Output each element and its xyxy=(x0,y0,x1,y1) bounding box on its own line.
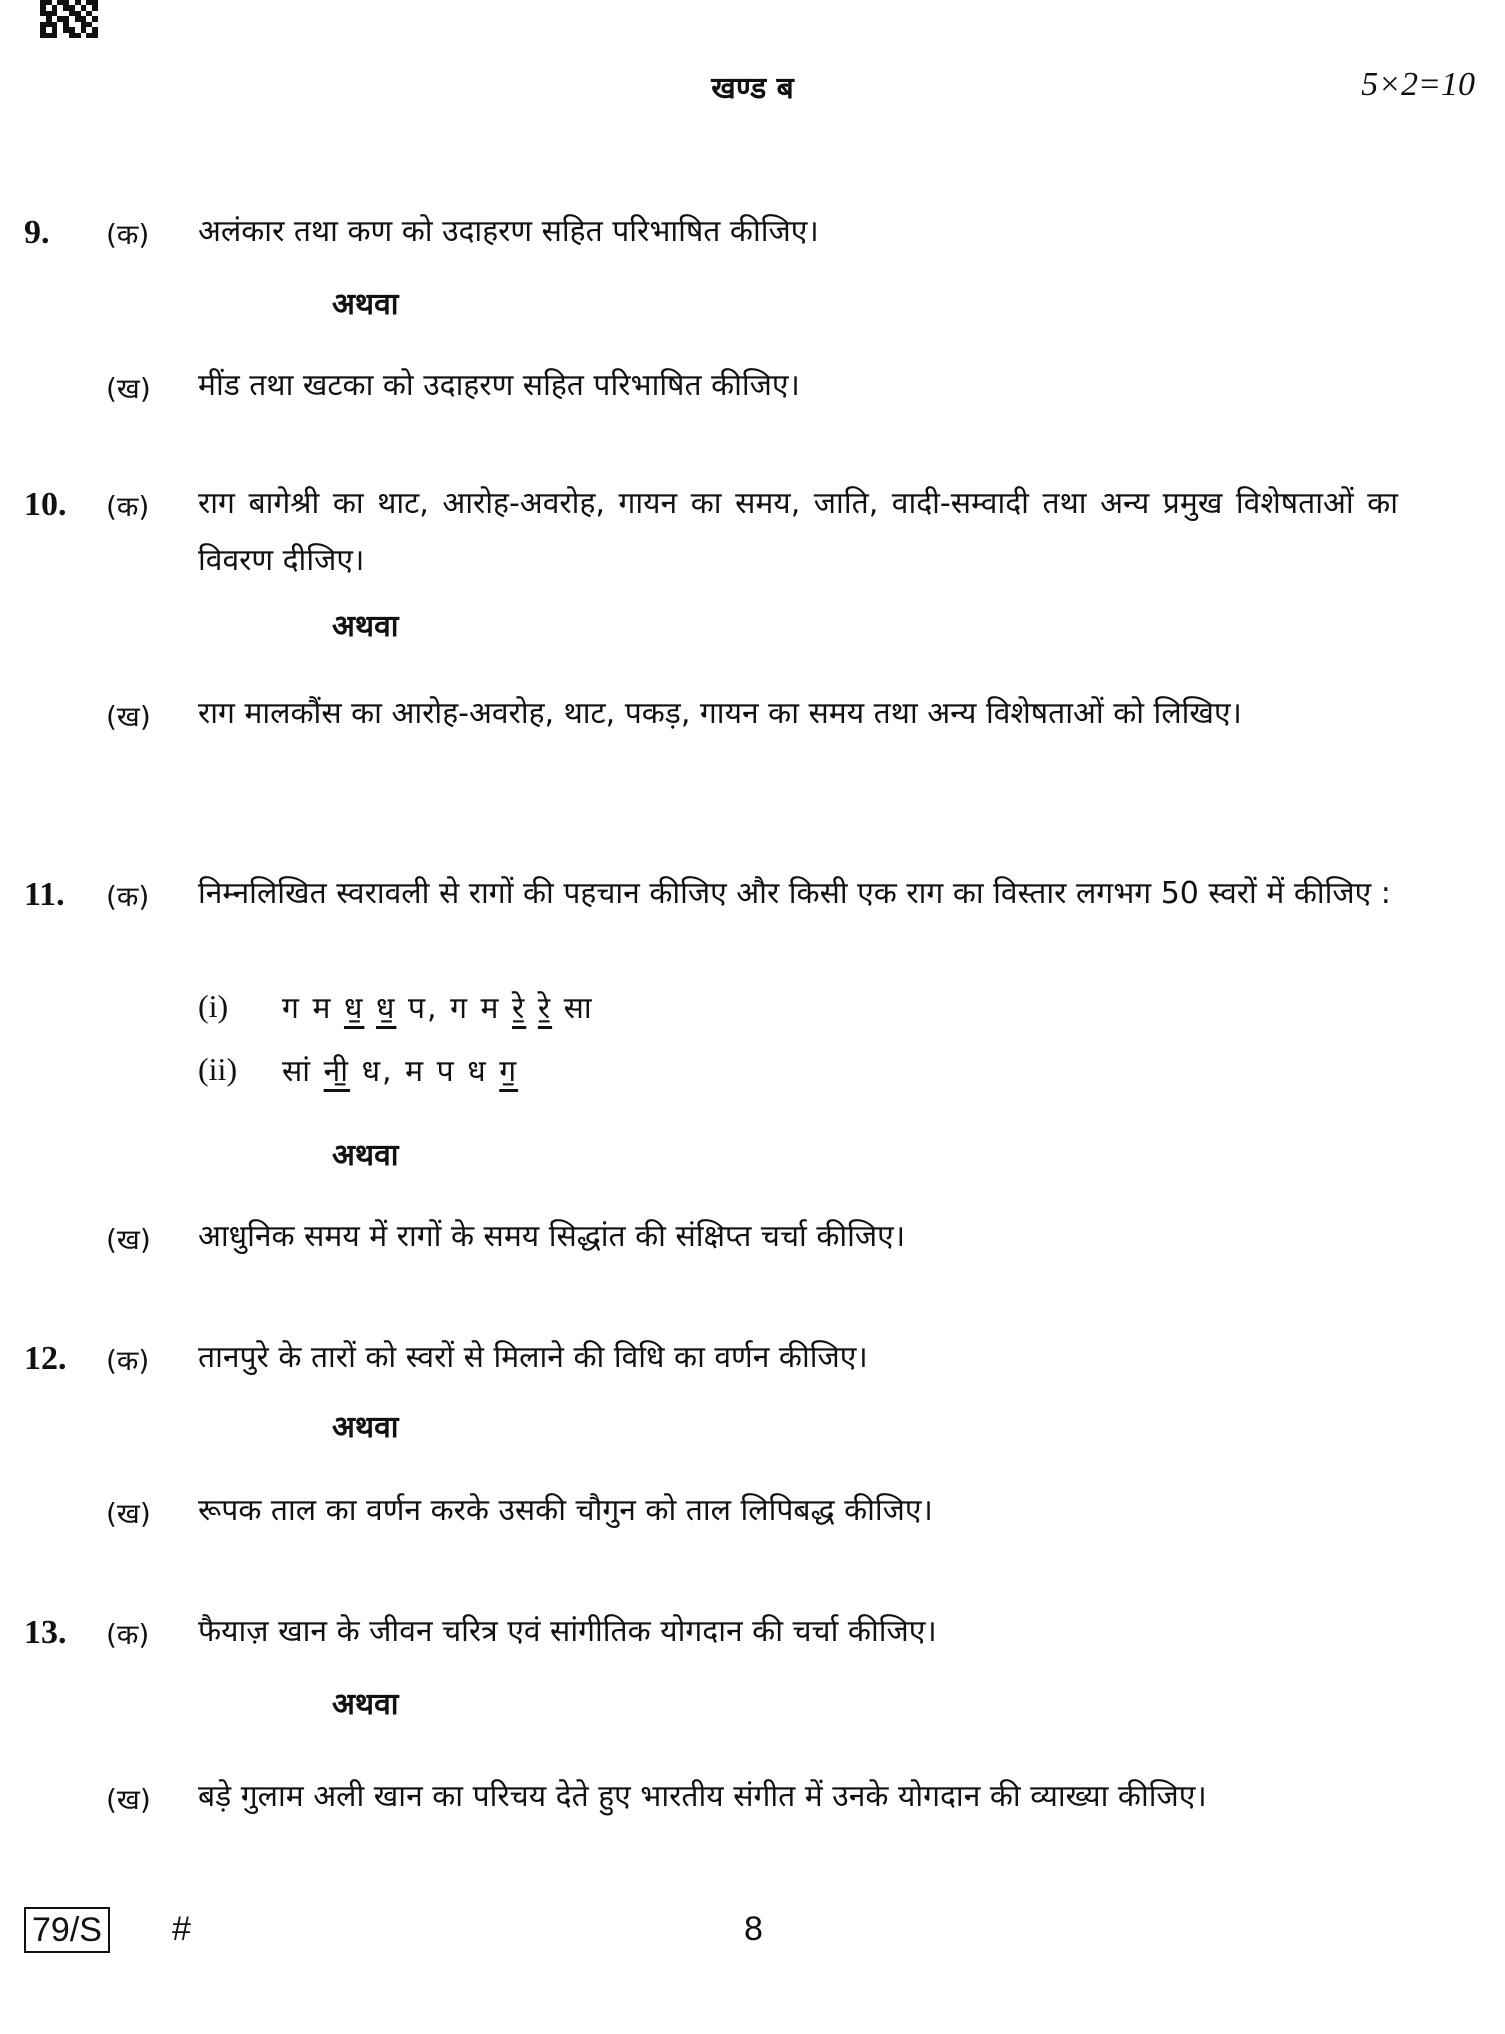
note: प, xyxy=(407,991,439,1026)
notation-item-label: (i) xyxy=(198,988,229,1024)
note: ध xyxy=(467,1054,488,1089)
note: सा xyxy=(563,991,594,1026)
note: प xyxy=(436,1054,456,1089)
note: ध, xyxy=(361,1054,394,1089)
question-number: 11. xyxy=(24,876,65,913)
notation-item-label: (ii) xyxy=(198,1051,238,1087)
part-a-text: अलंकार तथा कण को उदाहरण सहित परिभाषित कीजिए। xyxy=(198,214,819,249)
hash-mark: # xyxy=(172,1910,191,1948)
section-title: खण्ड ब xyxy=(711,71,794,106)
part-a-text: तानपुरे के तारों को स्वरों से मिलाने की विधि का वर्णन कीजिए। xyxy=(198,1340,868,1375)
or-label: अथवा xyxy=(332,287,399,322)
part-a-text: निम्नलिखित स्वरावली से रागों की पहचान कीजिए और किसी एक राग का विस्तार लगभग 50 स्वरों में कीजिए : xyxy=(198,876,1391,911)
or-label: अथवा xyxy=(332,1687,399,1722)
swara-notation-i xyxy=(282,986,594,1027)
part-b-text: राग मालकौंस का आरोह-अवरोह, थाट, पकड़, गायन का समय तथा अन्य विशेषताओं को लिखिए। xyxy=(198,696,1242,731)
part-a-label: (क) xyxy=(106,218,150,251)
part-b-text: आधुनिक समय में रागों के समय सिद्धांत की संक्षिप्त चर्चा कीजिए। xyxy=(198,1219,906,1254)
note: सां xyxy=(282,1054,313,1089)
or-label: अथवा xyxy=(332,1410,399,1445)
page-number: 8 xyxy=(744,1910,763,1948)
part-a-label: (क) xyxy=(106,1618,150,1651)
marks-scheme: 5×2=10 xyxy=(1361,66,1475,103)
note: म xyxy=(312,991,333,1026)
komal-note: ग॒ xyxy=(499,1054,519,1089)
or-label: अथवा xyxy=(332,1138,399,1173)
or-label: अथवा xyxy=(332,609,399,644)
question-number: 9. xyxy=(24,214,50,251)
komal-note: ध॒ xyxy=(375,991,397,1026)
part-a-label: (क) xyxy=(106,1344,150,1377)
part-b-label: (ख) xyxy=(106,1497,151,1530)
swara-notation-ii xyxy=(282,1049,518,1090)
question-number: 12. xyxy=(24,1340,67,1377)
part-b-label: (ख) xyxy=(106,700,151,733)
komal-note: ध॒ xyxy=(343,991,365,1026)
note: म xyxy=(480,991,501,1026)
komal-note: नी॒ xyxy=(323,1054,351,1089)
part-b-label: (ख) xyxy=(106,372,151,405)
komal-note: रे॒ xyxy=(512,991,527,1026)
part-b-text: रूपक ताल का वर्णन करके उसकी चौगुन को ताल लिपिबद्ध कीजिए। xyxy=(198,1493,933,1528)
note: ग xyxy=(450,991,469,1026)
note: म xyxy=(405,1054,426,1089)
part-b-text: मींड तथा खटका को उदाहरण सहित परिभाषित कीजिए। xyxy=(198,368,800,403)
paper-code-box: 79/S xyxy=(24,1907,110,1953)
part-b-label: (ख) xyxy=(106,1223,151,1256)
part-a-text: फैयाज़ खान के जीवन चरित्र एवं सांगीतिक योगदान की चर्चा कीजिए। xyxy=(198,1614,937,1649)
part-b-label: (ख) xyxy=(106,1783,151,1816)
part-a-label: (क) xyxy=(106,880,150,913)
part-a-label: (क) xyxy=(106,490,150,523)
komal-note: रे॒ xyxy=(537,991,553,1026)
note: ग xyxy=(282,991,301,1026)
part-a-text: राग बागेश्री का थाट, आरोह-अवरोह, गायन का समय, जाति, वादी-सम्वादी तथा अन्य प्रमुख विशेषताओं का विवरण दीजिए। xyxy=(198,486,1398,578)
qr-code-icon xyxy=(40,0,98,38)
question-number: 13. xyxy=(24,1614,67,1651)
question-number: 10. xyxy=(24,486,67,523)
part-b-text: बड़े गुलाम अली खान का परिचय देते हुए भारतीय संगीत में उनके योगदान की व्याख्या कीजिए। xyxy=(198,1779,1207,1814)
